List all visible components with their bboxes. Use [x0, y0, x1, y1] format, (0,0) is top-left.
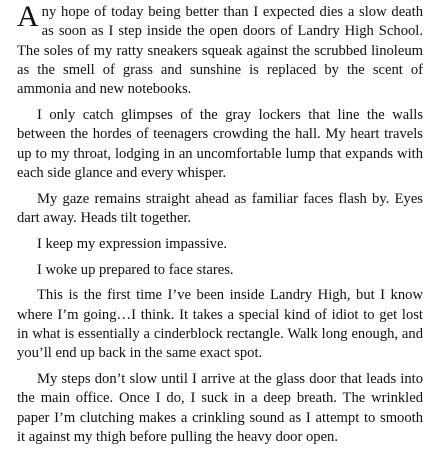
paragraph-7: My steps don’t slow until I arrive at the glass door that leads into the main office. Once I do, I suck in a deep breath. The wrinkled paper I’m clutching makes a crinkling sound as I attempt to smooth it against my thigh before pulling the heavy door open.: [17, 371, 423, 445]
book-page: [17, 0, 423, 454]
paragraph-1-text: ny hope of today being better than I expected dies a slow death as soon as I step inside the open doors of Landry High School. The soles of my ratty sneakers squeak against the scrubbed linoleum as the smell of grass and sunshine is replaced by the scent of ammonia and new notebooks.: [17, 4, 423, 98]
paragraph-3: My gaze remains straight ahead as familiar faces flash by. Eyes dart away. Heads tilt together.: [17, 190, 423, 226]
paragraph-2: I only catch glimpses of the gray lockers that line the walls between the hordes of teenagers crowding the hall. My heart travels up to my throat, lodging in an uncomfortable lump that expands with each side glance and every whisper.: [17, 106, 423, 181]
paragraph-5: I woke up prepared to face stares.: [37, 261, 234, 278]
drop-cap: A: [17, 0, 39, 33]
paragraph-6: This is the first time I’ve been inside Landry High, but I know where I’m going…I think. It takes a special kind of idiot to get lost in what is essentially a cinderblock rectangle. Walk long enough, and you’ll end up back in the same exact spot.: [17, 287, 423, 362]
paragraph-1: [17, 0, 423, 99]
paragraph-4: I keep my expression impassive.: [37, 235, 228, 252]
